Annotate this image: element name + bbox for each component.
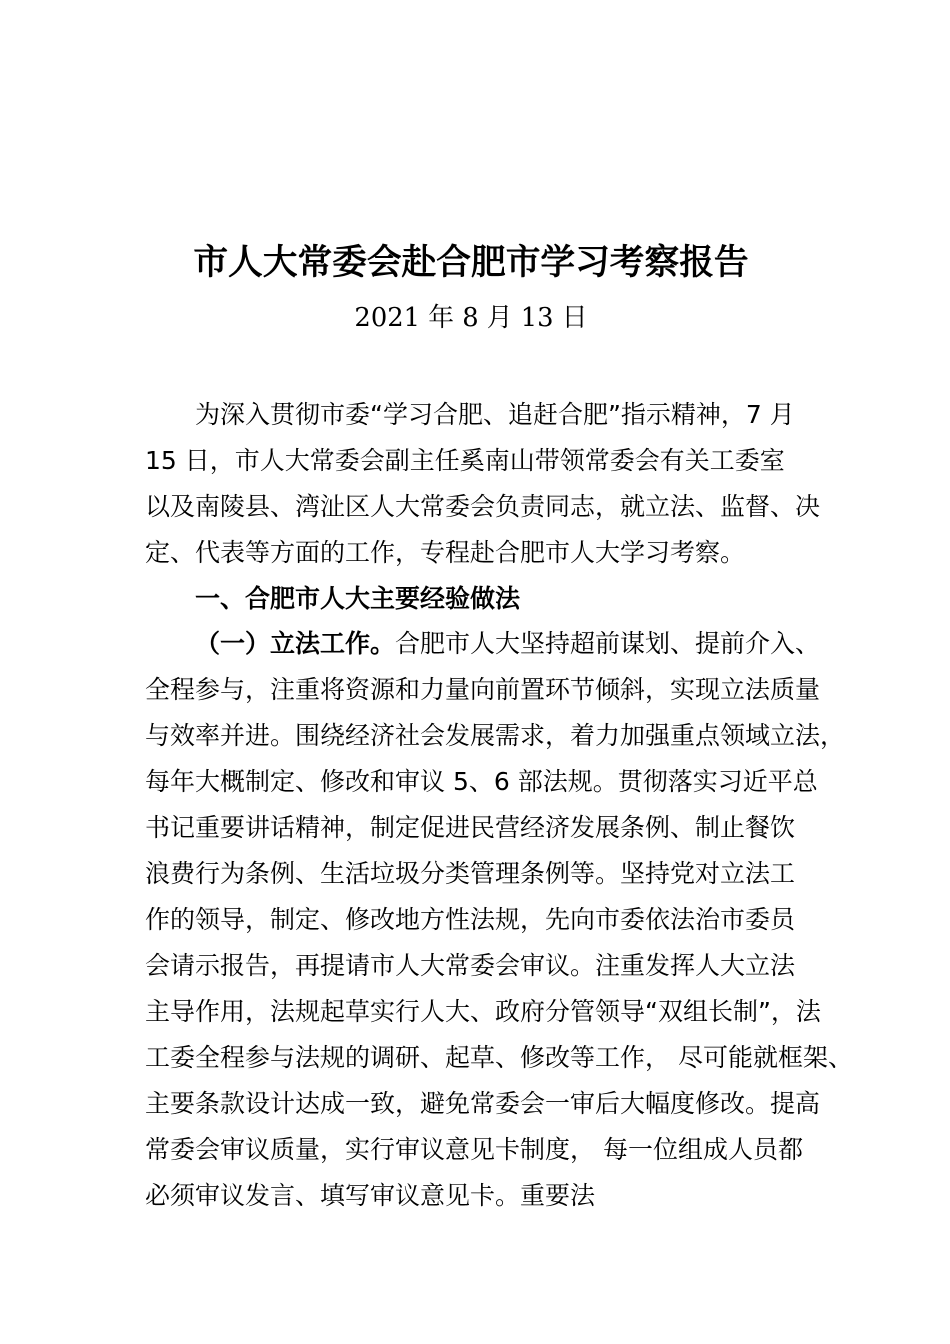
body-line-7: 会请示报告，再提请市人大常委会审议。注重发挥人大立法 <box>145 951 796 980</box>
document-title: 市人大常委会赴合肥市学习考察报告 <box>193 243 749 283</box>
body-line-2: 与效率并进。围绕经济社会发展需求，着力加强重点领域立法， <box>145 721 846 750</box>
body-line-9: 工委全程参与法规的调研、起草、修改等工作， 尽可能就框架、 <box>145 1043 853 1072</box>
subsection-label: （一）立法工作。 <box>195 629 396 658</box>
intro-line-2: 15 日，市人大常委会副主任奚南山带领常委会有关工委室 <box>145 446 785 475</box>
body-line-4: 书记重要讲话精神，制定促进民营经济发展条例、制止餐饮 <box>145 813 796 842</box>
body-line-12: 必须审议发言、填写审议意见卡。重要法 <box>145 1181 596 1210</box>
intro-line-1: 为深入贯彻市委“学习合肥、追赶合肥”指示精神，7 月 <box>195 400 795 429</box>
body-line-5: 浪费行为条例、生活垃圾分类管理条例等。坚持党对立法工 <box>145 859 796 888</box>
body-line-3: 每年大概制定、修改和审议 5、6 部法规。贯彻落实习近平总 <box>145 767 818 796</box>
body-line-10: 主要条款设计达成一致，避免常委会一审后大幅度修改。提高 <box>145 1089 821 1118</box>
body-line-6: 作的领导，制定、修改地方性法规，先向市委依法治市委员 <box>145 905 796 934</box>
intro-line-4: 定、代表等方面的工作，专程赴合肥市人大学习考察。 <box>145 538 746 567</box>
section-heading: 一、合肥市人大主要经验做法 <box>195 584 521 613</box>
body-line-1: 全程参与，注重将资源和力量向前置环节倾斜，实现立法质量 <box>145 675 821 704</box>
intro-line-3: 以及南陵县、湾沚区人大常委会负责同志，就立法、监督、决 <box>145 492 821 521</box>
body-line-8: 主导作用，法规起草实行人大、政府分管领导“双组长制”，法 <box>145 997 821 1026</box>
subsection-first-line <box>195 626 820 662</box>
document-date: 2021 年 8 月 13 日 <box>354 303 588 333</box>
subsection-first-line-text: 合肥市人大坚持超前谋划、提前介入、 <box>395 629 821 658</box>
body-line-11: 常委会审议质量，实行审议意见卡制度， 每一位组成人员都 <box>145 1135 803 1164</box>
